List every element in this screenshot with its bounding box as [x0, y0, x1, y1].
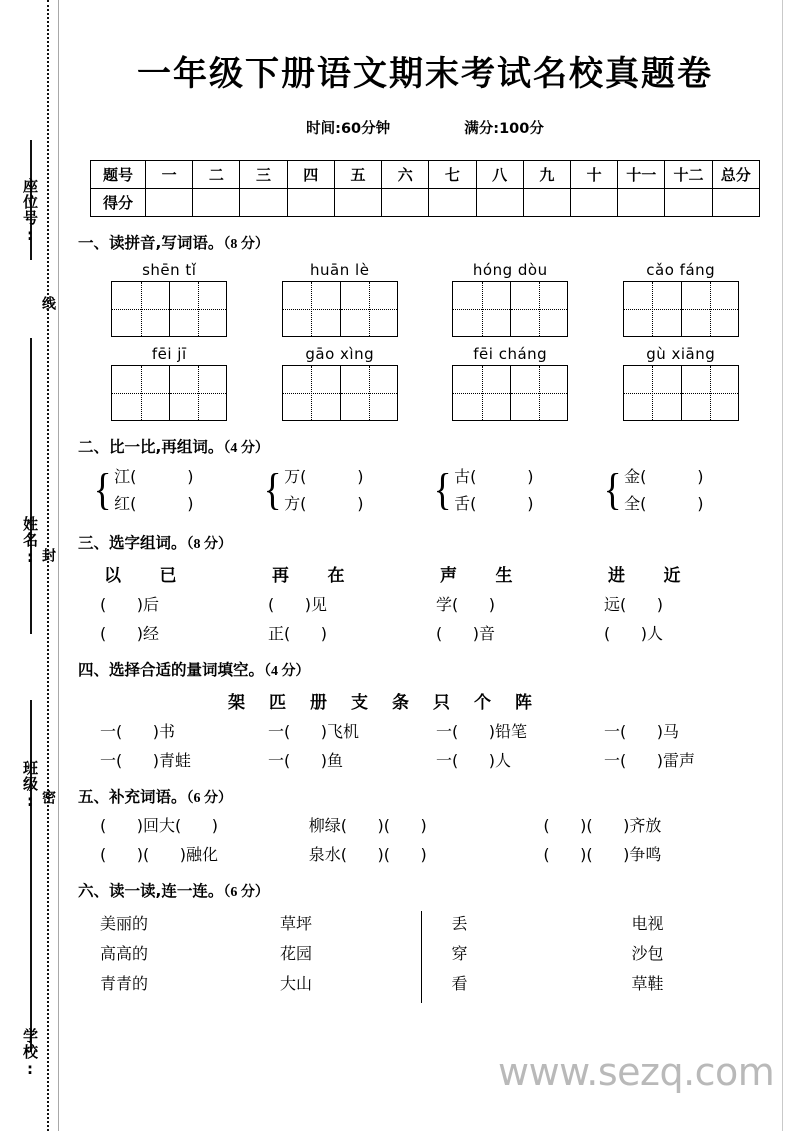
- page-border-right: [782, 0, 783, 1131]
- score-cell-total[interactable]: [712, 189, 759, 217]
- measure-word-item[interactable]: 一( )铅笔: [436, 722, 528, 741]
- seal-dotted-line: [47, 0, 49, 1131]
- word-build-bottom-4[interactable]: 全( ): [624, 494, 704, 513]
- matching-term[interactable]: 草鞋: [631, 974, 664, 993]
- section-heading-4: [78, 658, 772, 680]
- matching-group-2: [452, 909, 773, 1005]
- brace-group-1: [92, 463, 262, 517]
- section-1-points: （8 分）: [223, 237, 269, 252]
- tianzige-cell[interactable]: [283, 366, 340, 420]
- measure-word-item[interactable]: 一( )鱼: [268, 751, 344, 770]
- tianzige-cell[interactable]: [681, 282, 738, 336]
- pinyin-item-5: [111, 345, 227, 421]
- char-fill-item[interactable]: ( )经: [100, 624, 160, 643]
- score-cell-3[interactable]: [240, 189, 287, 217]
- tianzige-cell[interactable]: [340, 366, 397, 420]
- char-choice-2: 再 在: [272, 566, 355, 585]
- matching-term[interactable]: 丢: [451, 914, 468, 933]
- measure-word-item[interactable]: 一( )雷声: [604, 751, 696, 770]
- score-table-col-3: 三: [240, 161, 287, 189]
- brace-group-4: [602, 463, 772, 517]
- brace-pair-row: [78, 463, 772, 517]
- score-table-col-10: 十: [570, 161, 617, 189]
- exam-content: [78, 0, 772, 1005]
- char-fill-item[interactable]: 远( ): [604, 595, 664, 614]
- matching-left-column-1: [100, 909, 280, 1005]
- tianzige-cell[interactable]: [453, 282, 510, 336]
- char-choice-3: 声 生: [440, 566, 523, 585]
- tianzige-cell[interactable]: [169, 366, 226, 420]
- pinyin-label-6: gāo xìng: [305, 345, 375, 363]
- matching-term[interactable]: 美丽的: [100, 914, 149, 933]
- char-fill-item[interactable]: ( )见: [268, 595, 328, 614]
- section-4-title: 四、选择合适的量词填空。: [78, 661, 265, 679]
- matching-right-column-1: [280, 909, 400, 1005]
- exam-meta: [78, 117, 772, 138]
- score-table-col-2: 二: [193, 161, 240, 189]
- measure-word-item[interactable]: 一( )飞机: [268, 722, 360, 741]
- brace-icon: {: [263, 465, 282, 515]
- word-build-top-2[interactable]: 万( ): [284, 467, 364, 486]
- tianzige-cell[interactable]: [624, 366, 681, 420]
- seal-char-xian: 线: [40, 296, 56, 311]
- seat-number-label: 座位号:: [21, 178, 39, 245]
- brace-icon: {: [93, 465, 112, 515]
- section-3-points: （8 分）: [186, 537, 233, 552]
- seal-char-mi: 密: [40, 790, 56, 805]
- pinyin-item-4: [623, 261, 739, 337]
- score-table-col-1: 一: [146, 161, 193, 189]
- pinyin-item-6: [282, 345, 398, 421]
- section-2-points: （4 分）: [223, 441, 269, 456]
- matching-left-column-2: [452, 909, 632, 1005]
- score-cell-7[interactable]: [429, 189, 476, 217]
- score-table-col-9: 九: [523, 161, 570, 189]
- pinyin-item-2: [282, 261, 398, 337]
- section-heading-1: [78, 231, 772, 253]
- pinyin-label-7: fēi cháng: [473, 345, 548, 363]
- section-3-title: 三、选字组词。: [78, 534, 187, 552]
- matching-term[interactable]: 电视: [631, 914, 664, 933]
- section-6-points: （6 分）: [223, 885, 269, 900]
- brace-group-3: [432, 463, 602, 517]
- matching-term[interactable]: 穿: [451, 944, 468, 963]
- brace-icon: {: [603, 465, 622, 515]
- section-5-title: 五、补充词语。: [78, 788, 187, 806]
- pinyin-label-8: gù xiāng: [646, 345, 716, 363]
- pinyin-item-1: [111, 261, 227, 337]
- tianzige-box-7[interactable]: [452, 365, 568, 421]
- student-name-label: 姓名:: [21, 516, 39, 567]
- word-build-bottom-1[interactable]: 红( ): [114, 494, 194, 513]
- section-heading-5: [78, 785, 772, 807]
- brace-lines-1: [114, 463, 193, 517]
- char-fill-item[interactable]: ( )后: [100, 595, 160, 614]
- score-table-col-5: 五: [334, 161, 381, 189]
- school-label: 学校:: [21, 1028, 39, 1079]
- matching-term[interactable]: 看: [451, 974, 468, 993]
- word-completion-row-2: [78, 842, 772, 865]
- site-watermark: www.sezq.com: [498, 1050, 775, 1094]
- score-table: [90, 160, 760, 217]
- pinyin-label-1: shēn tǐ: [142, 261, 197, 279]
- matching-term[interactable]: 花园: [280, 944, 313, 963]
- page-border-left: [58, 0, 59, 1131]
- pinyin-label-4: cǎo fáng: [646, 261, 716, 279]
- char-choice-4: 进 近: [608, 566, 691, 585]
- matching-right-column-2: [632, 909, 752, 1005]
- seal-char-feng: 封: [40, 548, 56, 563]
- score-table-col-total: 总分: [712, 161, 759, 189]
- section-5-points: （6 分）: [186, 791, 233, 806]
- word-completion-item[interactable]: ( )( )融化: [100, 845, 219, 864]
- tianzige-cell[interactable]: [340, 282, 397, 336]
- tianzige-cell[interactable]: [112, 282, 169, 336]
- measure-word-item[interactable]: 一( )书: [100, 722, 176, 741]
- score-table-wrapper: [90, 160, 760, 217]
- word-completion-row-1: [78, 813, 772, 836]
- tianzige-cell[interactable]: [169, 282, 226, 336]
- tianzige-cell[interactable]: [681, 366, 738, 420]
- section-1-title: 一、读拼音,写词语。: [78, 234, 224, 252]
- score-table-col-8: 八: [476, 161, 523, 189]
- pinyin-item-7: [452, 345, 568, 421]
- tianzige-cell[interactable]: [453, 366, 510, 420]
- score-cell-4[interactable]: [287, 189, 334, 217]
- measure-word-row-2: [78, 748, 772, 771]
- tianzige-cell[interactable]: [283, 282, 340, 336]
- matching-term[interactable]: 青青的: [100, 974, 149, 993]
- score-cell-5[interactable]: [334, 189, 381, 217]
- char-fill-item[interactable]: ( )音: [436, 624, 496, 643]
- word-build-bottom-2[interactable]: 方( ): [284, 494, 364, 513]
- score-cell-8[interactable]: [476, 189, 523, 217]
- pinyin-item-8: [623, 345, 739, 421]
- word-completion-item[interactable]: ( )回大( ): [100, 816, 219, 835]
- tianzige-box-1[interactable]: [111, 281, 227, 337]
- table-row-scores: [91, 189, 760, 217]
- seal-solid-line-4: [30, 872, 32, 1052]
- section-heading-3: [78, 531, 772, 553]
- tianzige-cell[interactable]: [510, 282, 567, 336]
- word-completion-item[interactable]: ( )( )争鸣: [543, 845, 662, 864]
- score-cell-10[interactable]: [570, 189, 617, 217]
- word-build-top-1[interactable]: 江( ): [114, 467, 194, 486]
- tianzige-box-4[interactable]: [623, 281, 739, 337]
- matching-term[interactable]: 沙包: [631, 944, 664, 963]
- total-points: 满分:100分: [464, 121, 544, 137]
- brace-group-2: [262, 463, 432, 517]
- brace-lines-3: [454, 463, 533, 517]
- pinyin-label-2: huān lè: [310, 261, 370, 279]
- score-cell-9[interactable]: [523, 189, 570, 217]
- brace-lines-4: [624, 463, 703, 517]
- table-row-question-numbers: [91, 161, 760, 189]
- char-choice-1: 以 已: [104, 566, 187, 585]
- score-table-col-4: 四: [287, 161, 334, 189]
- char-fill-row-2: [78, 621, 772, 644]
- score-cell-1[interactable]: [146, 189, 193, 217]
- char-fill-item[interactable]: 学( ): [436, 595, 496, 614]
- matching-term[interactable]: 草坪: [280, 914, 313, 933]
- tianzige-box-6[interactable]: [282, 365, 398, 421]
- brace-icon: {: [433, 465, 452, 515]
- tianzige-cell[interactable]: [624, 282, 681, 336]
- brace-lines-2: [284, 463, 363, 517]
- pinyin-row-2: [78, 345, 772, 421]
- score-cell-2[interactable]: [193, 189, 240, 217]
- measure-word-item[interactable]: 一( )马: [604, 722, 680, 741]
- tianzige-cell[interactable]: [112, 366, 169, 420]
- score-table-col-11: 十一: [618, 161, 665, 189]
- tianzige-box-2[interactable]: [282, 281, 398, 337]
- class-label: 班级:: [21, 760, 39, 811]
- measure-word-row-1: [78, 719, 772, 742]
- seal-solid-line-2: [30, 338, 32, 634]
- matching-group-1: [100, 909, 421, 1005]
- measure-word-item[interactable]: 一( )青蛙: [100, 751, 192, 770]
- pinyin-label-5: fēi jī: [151, 345, 187, 363]
- pinyin-item-3: [452, 261, 568, 337]
- tianzige-box-8[interactable]: [623, 365, 739, 421]
- matching-term[interactable]: 高高的: [100, 944, 149, 963]
- section-heading-6: [78, 879, 772, 901]
- char-fill-item[interactable]: 正( ): [268, 624, 328, 643]
- word-completion-item[interactable]: 泉水( )( ): [308, 845, 427, 864]
- word-completion-item[interactable]: 柳绿( )( ): [308, 816, 427, 835]
- word-build-top-4[interactable]: 金( ): [624, 467, 704, 486]
- score-table-col-12: 十二: [665, 161, 712, 189]
- matching-divider: [421, 911, 422, 1003]
- word-completion-item[interactable]: ( )( )齐放: [543, 816, 662, 835]
- section-4-points: （4 分）: [264, 664, 310, 679]
- score-table-header-score: 得分: [91, 189, 146, 217]
- section-2-title: 二、比一比,再组词。: [78, 438, 224, 456]
- section-6-title: 六、读一读,连一连。: [78, 882, 224, 900]
- measure-word-item[interactable]: 一( )人: [436, 751, 512, 770]
- char-choice-row: [78, 561, 772, 586]
- tianzige-box-3[interactable]: [452, 281, 568, 337]
- char-fill-item[interactable]: ( )人: [604, 624, 664, 643]
- score-cell-6[interactable]: [382, 189, 429, 217]
- score-cell-12[interactable]: [665, 189, 712, 217]
- time-limit: 时间:60分钟: [306, 121, 391, 137]
- word-build-bottom-3[interactable]: 舌( ): [454, 494, 534, 513]
- pinyin-label-3: hóng dòu: [472, 261, 548, 279]
- pinyin-row-1: [78, 261, 772, 337]
- matching-term[interactable]: 大山: [280, 974, 313, 993]
- tianzige-box-5[interactable]: [111, 365, 227, 421]
- measure-word-bank: 架匹册支条只个阵: [228, 693, 556, 712]
- char-fill-row-1: [78, 592, 772, 615]
- score-cell-11[interactable]: [618, 189, 665, 217]
- tianzige-cell[interactable]: [510, 366, 567, 420]
- score-table-col-7: 七: [429, 161, 476, 189]
- matching-exercise: [78, 909, 772, 1005]
- score-table-header-question: 题号: [91, 161, 146, 189]
- score-table-col-6: 六: [382, 161, 429, 189]
- section-heading-2: [78, 435, 772, 457]
- word-build-top-3[interactable]: 古( ): [454, 467, 534, 486]
- page-title: 一年级下册语文期末考试名校真题卷: [137, 54, 713, 94]
